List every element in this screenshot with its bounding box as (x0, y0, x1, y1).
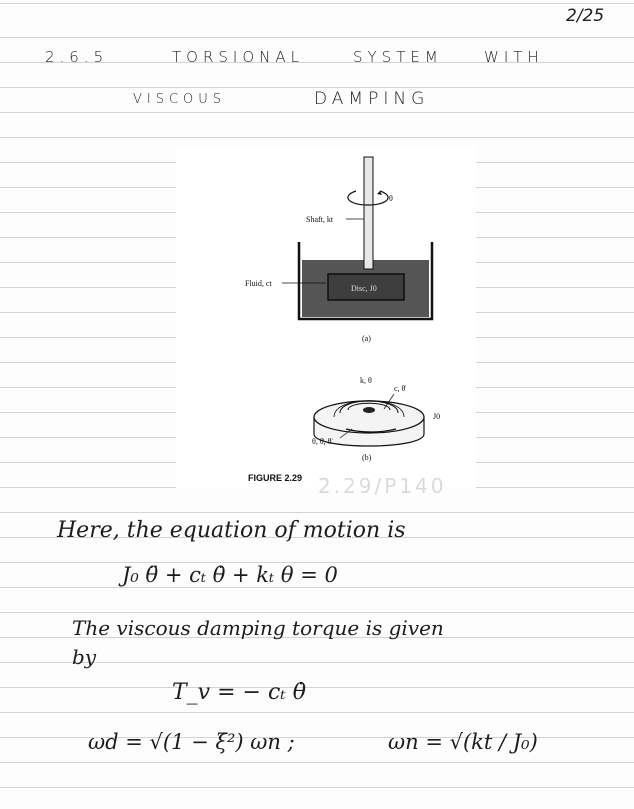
subfigure-b-label: (b) (362, 453, 372, 462)
shaft-rod (364, 157, 373, 269)
text-line-damping-torque: The viscous damping torque is given (72, 616, 444, 640)
k-theta-label: k, θ (360, 376, 372, 385)
c-thetadot-label: c, θ̇ (394, 384, 406, 393)
shaft-label: Shaft, kt (306, 215, 334, 224)
theta-label: θ (389, 194, 393, 203)
title-word-torsional: TORSIONAL (172, 48, 304, 66)
title-word-viscous: VISCOUS (133, 92, 227, 107)
damped-frequency-equation: ωd = √(1 − ξ²) ωn ; (88, 730, 295, 754)
figure-scan (176, 147, 476, 489)
disc-label: Disc, J0 (351, 284, 377, 293)
equation-of-motion: J₀ θ̈ + cₜ θ̇ + kₜ θ = 0 (122, 563, 338, 587)
date-note: 2/25 (566, 6, 605, 26)
title-word-system: SYSTEM (353, 48, 443, 66)
text-line-by: by (72, 645, 97, 669)
subfigure-a-label: (a) (362, 334, 371, 343)
disc-b-top (314, 401, 424, 433)
title-word-damping: DAMPING (314, 89, 430, 109)
fluid-label: Fluid, ct (245, 279, 272, 288)
section-number: 2.6.5 (45, 48, 109, 66)
faint-figure-reference: 2.29/P140 (318, 474, 447, 498)
damping-torque-equation: T_v = − cₜ θ̇ (172, 680, 306, 705)
figure-illustration (176, 147, 476, 489)
j0-label: J0 (433, 412, 441, 421)
title-word-with: WITH (484, 48, 544, 66)
figure-caption: FIGURE 2.29 (248, 473, 303, 483)
theta-set-label: θ, θ̇, θ̈ (312, 437, 332, 446)
natural-frequency-equation: ωn = √(kt / J₀) (388, 730, 538, 754)
text-line-equation-intro: Here, the equation of motion is (57, 518, 406, 543)
